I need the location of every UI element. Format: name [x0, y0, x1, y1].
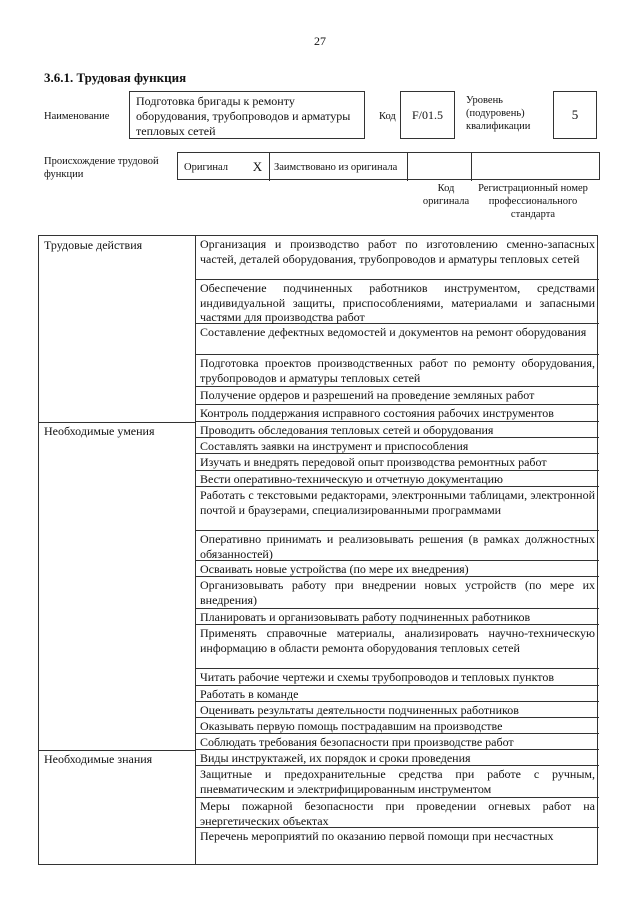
table-row: Оказывать первую помощь пострадавшим на производстве — [196, 718, 599, 734]
table-row: Составлять заявки на инструмент и приспособления — [196, 438, 599, 454]
table-row: Оценивать результаты деятельности подчиненных работников — [196, 702, 599, 718]
origin-label: Происхождение трудовой функции — [44, 156, 159, 180]
function-name-box: Подготовка бригады к ремонту оборудования, трубопроводов и арматуры тепловых сетей — [129, 91, 365, 139]
origin-original-label: Оригинал — [184, 161, 228, 173]
table-row: Перечень мероприятий по оказанию первой помощи при несчастных — [200, 829, 554, 843]
table-row: Вести оперативно-техническую и отчетную документацию — [196, 471, 599, 487]
table-row: Применять справочные материалы, анализировать научно-техническую информацию в области ремонта оборудования тепловых сетей — [196, 625, 599, 669]
origin-borrowed-label: Заимствовано из оригинала — [270, 153, 408, 181]
table-row: Соблюдать требования безопасности при производстве работ — [196, 734, 599, 750]
section-title-skills: Необходимые умения — [44, 424, 155, 438]
table-row: Подготовка проектов производственных работ по ремонту оборудования, трубопроводов и арматуры тепловых сетей — [196, 355, 599, 387]
origin-code-cell — [408, 153, 472, 181]
origin-table — [177, 152, 600, 180]
table-row: Виды инструктажей, их порядок и сроки проведения — [196, 750, 599, 766]
section-title-knowledge: Необходимые знания — [44, 752, 153, 766]
table-row: Планировать и организовывать работу подчиненных работников — [196, 609, 599, 625]
table-row: Читать рабочие чертежи и схемы трубопроводов и тепловых пунктов — [196, 669, 599, 686]
section-title: 3.6.1. Трудовая функция — [44, 70, 187, 85]
table-row: Контроль поддержания исправного состояния рабочих инструментов — [196, 405, 599, 422]
table-row: Меры пожарной безопасности при проведении огневых работ на энергетических объектах — [196, 798, 599, 828]
function-table — [38, 235, 598, 865]
table-row: Осваивать новые устройства (по мере их внедрения) — [196, 561, 599, 577]
section-title-actions: Трудовые действия — [44, 238, 143, 252]
table-row: Защитные и предохранительные средства при работе с ручным, пневматическим и электрифицированным инструментом — [196, 766, 599, 798]
function-code-box: F/01.5 — [400, 91, 455, 139]
origin-original-mark: X — [246, 153, 270, 181]
table-row: Работать в команде — [196, 686, 599, 702]
table-row: Работать с текстовыми редакторами, электронными таблицами, электронной почтой и браузерами, специализированными программами — [196, 487, 599, 531]
code-label: Код — [379, 111, 396, 122]
page-number: 27 — [314, 34, 326, 48]
table-row: Составление дефектных ведомостей и документов на ремонт оборудования — [196, 324, 599, 355]
table-row: Проводить обследования тепловых сетей и оборудования — [196, 422, 599, 438]
level-label: Уровень (подуровень) квалификации — [466, 95, 531, 132]
level-box: 5 — [553, 91, 597, 139]
origin-reg-caption: Регистрационный номер профессионального стандарта — [478, 183, 588, 220]
origin-code-caption: Код оригинала — [422, 183, 470, 207]
origin-reg-cell — [472, 153, 600, 181]
table-row: Обеспечение подчиненных работников инструментом, средствами индивидуальной защиты, приспособлениями, материалами и запасными частями для производства работ — [196, 280, 599, 324]
table-row: Получение ордеров и разрешений на проведение земляных работ — [196, 387, 599, 405]
table-row: Изучать и внедрять передовой опыт производства ремонтных работ — [196, 454, 599, 471]
name-label: Наименование — [44, 111, 110, 122]
table-row: Оперативно принимать и реализовывать решения (в рамках должностных обязанностей) — [196, 531, 599, 561]
table-row: Организовывать работу при внедрении новых устройств (по мере их внедрения) — [196, 577, 599, 609]
table-row: Организация и производство работ по изготовлению сменно-запасных частей, деталей оборудования, трубопроводов и арматуры тепловых сетей — [196, 236, 599, 280]
